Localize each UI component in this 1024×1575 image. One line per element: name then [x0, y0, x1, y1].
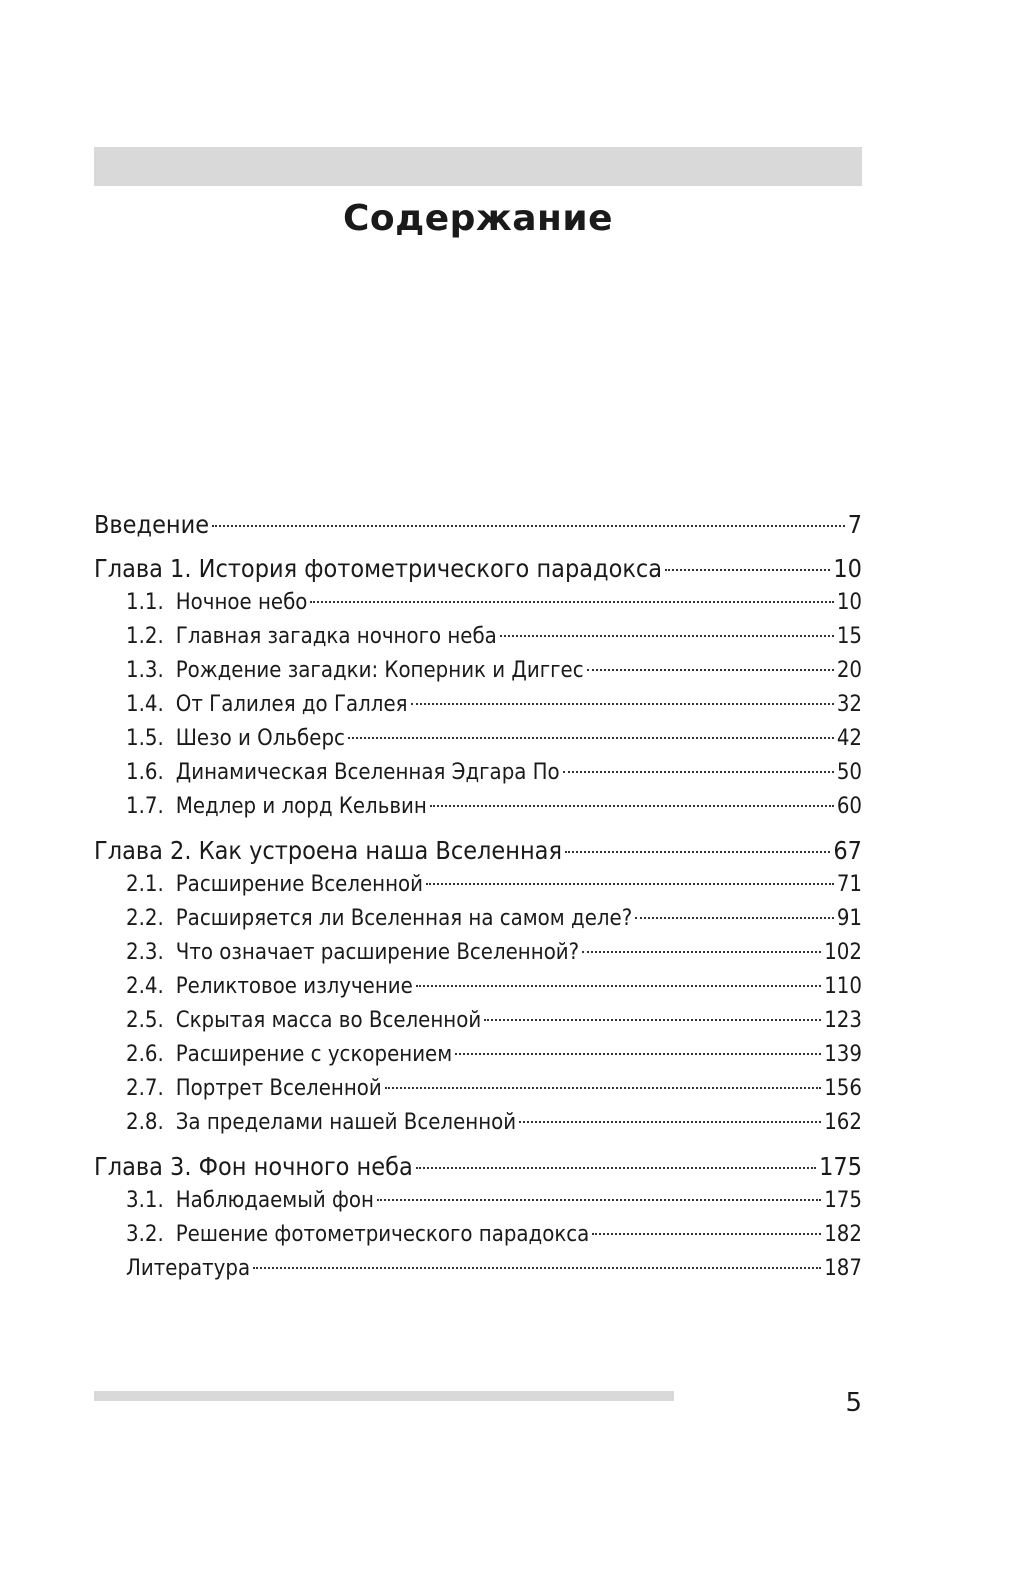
toc-entry-title: Скрытая масса во Вселенной: [175, 1008, 482, 1033]
dot-leader: [212, 525, 845, 527]
dot-leader: [582, 951, 821, 953]
dot-leader: [416, 985, 821, 987]
toc-entry-page: 123: [824, 1008, 862, 1033]
toc-entry-page: 91: [836, 906, 862, 931]
dot-leader: [665, 569, 830, 571]
toc-entry-label: [126, 936, 579, 970]
dot-leader: [385, 1087, 821, 1089]
toc-section-entry: [94, 756, 862, 790]
dot-leader: [348, 737, 834, 739]
toc-entry-number: 1.2.: [126, 624, 164, 649]
toc-entry-label: [126, 1184, 374, 1218]
toc-entry-title: Решение фотометрического парадокса: [175, 1222, 590, 1247]
toc-entry-label: [94, 1150, 413, 1184]
toc-entry-label: [126, 1038, 452, 1072]
toc-entry-page: 67: [833, 836, 862, 865]
header-bar: [94, 147, 862, 186]
toc-entry-page: 60: [836, 794, 862, 819]
toc-section-entry: [94, 936, 862, 970]
toc-entry-page: 175: [824, 1188, 862, 1213]
toc-entry-title: Расширение Вселенной: [175, 872, 424, 897]
toc-entry-number: 2.7.: [126, 1076, 164, 1101]
toc-entry-page: 10: [836, 590, 862, 615]
toc-section-entry: [94, 868, 862, 902]
toc-entry-label: [126, 1106, 516, 1140]
dot-leader: [565, 851, 830, 853]
toc-chapter-entry: [94, 1150, 862, 1184]
toc-entry-title: Литература: [126, 1256, 251, 1281]
toc-entry-page: 32: [836, 692, 862, 717]
toc-entry-page: 110: [824, 974, 862, 999]
toc-entry-page: 71: [836, 872, 862, 897]
toc-section-entry: [94, 1072, 862, 1106]
toc-section-entry: [94, 790, 862, 824]
toc-entry-label: [126, 1252, 250, 1286]
toc-entry-number: 2.3.: [126, 940, 164, 965]
toc-section-entry: [94, 688, 862, 722]
dot-leader: [592, 1233, 821, 1235]
toc-section-entry: [94, 1218, 862, 1252]
dot-leader: [635, 917, 834, 919]
toc-section-entry: [94, 1038, 862, 1072]
toc-entry-page: 182: [824, 1222, 862, 1247]
page-title: Содержание: [342, 198, 614, 239]
toc-entry-title: Глава 2. Как устроена наша Вселенная: [94, 836, 562, 865]
toc-section-entry: [94, 970, 862, 1004]
toc-entry-number: 3.2.: [126, 1222, 164, 1247]
toc-entry-page: 10: [833, 554, 862, 583]
toc-entry-number: 3.1.: [126, 1188, 164, 1213]
toc-section-entry: [94, 654, 862, 688]
toc-entry-title: Глава 3. Фон ночного неба: [94, 1152, 413, 1181]
toc-entry-number: 2.8.: [126, 1110, 164, 1135]
toc-entry-title: Глава 1. История фотометрического парадокса: [94, 554, 663, 583]
toc-entry-number: 1.4.: [126, 692, 164, 717]
toc-entry-title: Шезо и Ольберс: [175, 726, 345, 751]
toc-entry-label: [126, 1004, 481, 1038]
toc-entry-label: [126, 868, 423, 902]
toc-entry-number: 1.3.: [126, 658, 164, 683]
toc-section-entry: [94, 1004, 862, 1038]
toc-entry-number: 2.2.: [126, 906, 164, 931]
dot-leader: [253, 1267, 821, 1269]
dot-leader: [377, 1199, 821, 1201]
toc-entry-title: Медлер и лорд Кельвин: [175, 794, 427, 819]
toc-entry-label: [126, 722, 345, 756]
dot-leader: [587, 669, 834, 671]
dot-leader: [426, 883, 834, 885]
toc-entry-title: Реликтовое излучение: [175, 974, 413, 999]
toc-entry-page: 156: [824, 1076, 862, 1101]
toc-entry-page: 162: [824, 1110, 862, 1135]
dot-leader: [455, 1053, 821, 1055]
toc-entry-page: 139: [824, 1042, 862, 1067]
toc-entry-label: [126, 654, 584, 688]
dot-leader: [411, 703, 834, 705]
toc-entry-title: Введение: [94, 510, 210, 539]
toc-entry-page: 20: [836, 658, 862, 683]
toc-section-entry: [94, 1184, 862, 1218]
toc-entry-label: [94, 508, 209, 542]
page-number: 5: [845, 1388, 862, 1418]
dot-leader: [430, 805, 834, 807]
toc-entry-page: 42: [836, 726, 862, 751]
toc-entry-label: [94, 552, 662, 586]
toc-entry-title: За пределами нашей Вселенной: [175, 1110, 517, 1135]
toc-entry-label: [126, 970, 413, 1004]
toc-entry-number: 2.4.: [126, 974, 164, 999]
dot-leader: [416, 1167, 816, 1169]
toc-entry-title: Динамическая Вселенная Эдгара По: [175, 760, 560, 785]
toc-entry-title: Рождение загадки: Коперник и Диггес: [175, 658, 584, 683]
toc-entry-label: [126, 1218, 589, 1252]
dot-leader: [484, 1019, 821, 1021]
dot-leader: [500, 635, 834, 637]
toc-entry-title: Расширяется ли Вселенная на самом деле?: [175, 906, 633, 931]
toc-entry-title: Что означает расширение Вселенной?: [175, 940, 580, 965]
dot-leader: [519, 1121, 821, 1123]
toc-entry-page: 7: [847, 510, 862, 539]
toc-entry-title: Главная загадка ночного неба: [175, 624, 497, 649]
toc-section-entry: [94, 722, 862, 756]
toc-entry-page: 50: [836, 760, 862, 785]
toc-entry-label: [126, 902, 632, 936]
toc-section-entry: [94, 1106, 862, 1140]
toc-entry-number: 1.5.: [126, 726, 164, 751]
toc-entry-number: 1.7.: [126, 794, 164, 819]
footer-bar: [94, 1391, 674, 1401]
toc-entry-title: Ночное небо: [175, 590, 308, 615]
toc-entry-label: [126, 790, 427, 824]
toc-entry-number: 2.5.: [126, 1008, 164, 1033]
toc-entry-title: Наблюдаемый фон: [175, 1188, 374, 1213]
toc-entry-title: От Галилея до Галлея: [175, 692, 408, 717]
toc-entry-label: [94, 834, 562, 868]
toc-entry-label: [126, 620, 497, 654]
toc-section-entry: [94, 1252, 862, 1286]
toc-entry-number: 2.6.: [126, 1042, 164, 1067]
dot-leader: [310, 601, 833, 603]
toc-entry-title: Портрет Вселенной: [175, 1076, 382, 1101]
toc-entry-page: 15: [836, 624, 862, 649]
toc-chapter-entry: [94, 552, 862, 586]
toc-entry-number: 2.1.: [126, 872, 164, 897]
toc-section-entry: [94, 902, 862, 936]
toc-entry-page: 175: [819, 1152, 862, 1181]
toc-section-entry: [94, 586, 862, 620]
toc-entry-number: 1.6.: [126, 760, 164, 785]
toc-entry-title: Расширение с ускорением: [175, 1042, 453, 1067]
dot-leader: [563, 771, 834, 773]
toc-section-entry: [94, 620, 862, 654]
toc-entry-label: [126, 756, 560, 790]
toc-entry-page: 187: [824, 1256, 862, 1281]
table-of-contents: [94, 508, 862, 1286]
toc-entry-number: 1.1.: [126, 590, 164, 615]
toc-entry-page: 102: [824, 940, 862, 965]
toc-entry-label: [126, 586, 307, 620]
toc-entry-label: [126, 1072, 382, 1106]
toc-chapter-entry: [94, 508, 862, 542]
toc-chapter-entry: [94, 834, 862, 868]
toc-entry-label: [126, 688, 408, 722]
